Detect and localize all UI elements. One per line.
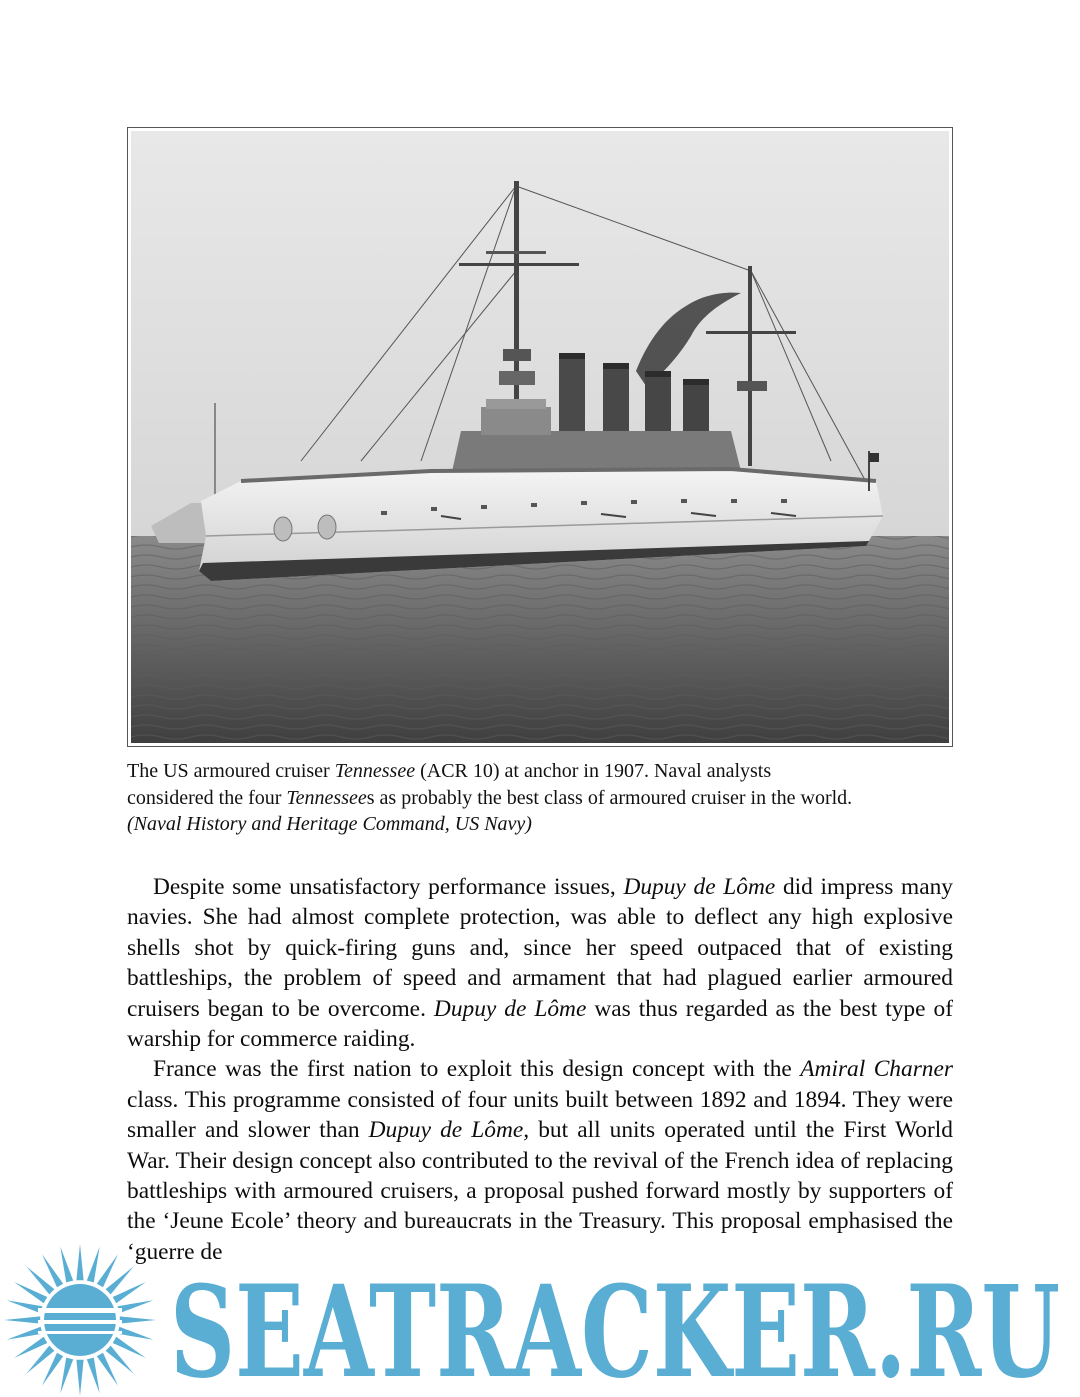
watermark-text: SEATRACKER.RU [170, 1258, 1060, 1397]
paragraph-2: France was the first nation to exploit this design concept with the Amiral Charner class. This programme consisted of four units built between 1892 and 1894. They were smaller and slower than Dupuy de Lôme, but all units operated until the First World War. Their design concept also contributed to the revival of the French idea of replacing battleships with armoured cruisers, a proposal pushed forward mostly by supporters of the ‘Jeune Ecole’ theory and bureaucrats in the Treasury. This proposal emphasised the ‘guerre de [127, 1056, 953, 1265]
body-text [127, 872, 953, 1267]
armoured-cruiser-photo [131, 131, 949, 743]
sun-ray [60, 1358, 73, 1394]
sun-ray [76, 1244, 83, 1280]
sun-ray [118, 1327, 154, 1340]
caption-line-1: The US armoured cruiser Tennessee (ACR 10) at anchor in 1907. Naval analysts [127, 760, 772, 782]
seatracker-watermark [0, 1238, 1080, 1397]
paragraph-1: Despite some unsatisfactory performance issues, Dupuy de Lôme did impress many navies. She had almost complete protection, was able to deflect any high explosive shells shot by quick-firing guns and, since her speed outpaced that of existing battleships, the problem of speed and armament that had plagued earlier armoured cruisers began to be overcome. Dupuy de Lôme was thus regarded as the best type of warship for commerce raiding. [127, 874, 953, 1053]
sun-ray [7, 1300, 43, 1313]
photo-caption [127, 758, 957, 838]
ship-photograph [127, 127, 953, 747]
sun-ray [118, 1300, 154, 1313]
sun-logo-icon [4, 1244, 156, 1396]
sun-ray [87, 1247, 100, 1283]
ship-class-name: Tennessee [286, 786, 367, 809]
sun-ray [4, 1316, 40, 1323]
sun-ray [7, 1327, 43, 1340]
sun-ray [87, 1358, 100, 1394]
ship-name: Tennessee [334, 760, 416, 782]
sun-ray [120, 1316, 156, 1323]
caption-line-2: considered the four Tennessees as probably the best class of armoured cruiser in the world. [127, 786, 853, 809]
sun-ray [60, 1247, 73, 1283]
photo-credit: (Naval History and Heritage Command, US Navy) [127, 813, 532, 835]
sun-ray [76, 1360, 83, 1396]
watermark-graphic [0, 1238, 1080, 1397]
